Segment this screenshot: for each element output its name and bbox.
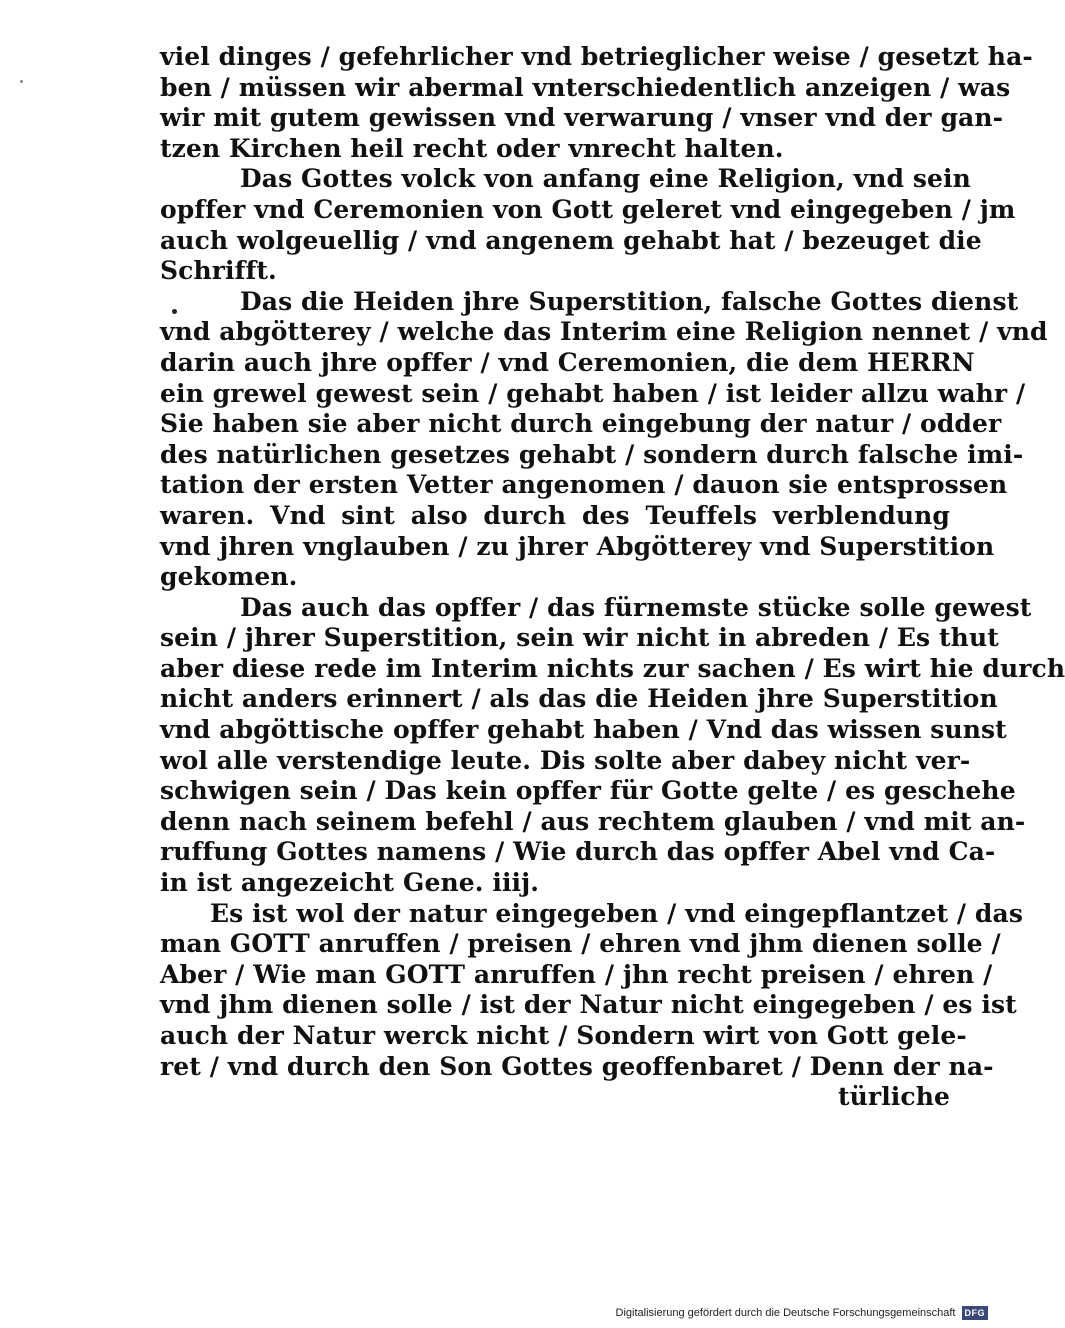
text-line: auch der Natur werck nicht / Sondern wirt von Gott gele- (160, 1021, 967, 1050)
paragraph-start-line: Das Gottes volck von anfang eine Religion, vnd sein (240, 164, 971, 194)
catchword: türliche (838, 1082, 950, 1112)
text-line: gekomen. (160, 562, 298, 592)
text-line: auch wolgeuellig / vnd angenem gehabt hat / bezeuget die (160, 225, 982, 255)
text-line: ruffung Gottes namens / Wie durch das opffer Abel vnd Ca- (160, 837, 996, 867)
text-line: darin auch jhre opffer / vnd Ceremonien, die dem HERRN (160, 347, 975, 377)
text-line: in ist angezeicht Gene. iiij. (160, 868, 540, 898)
dfg-logo-icon: DFG (962, 1306, 989, 1320)
text-line: des natürlichen gesetzes gehabt / sondern durch falsche imi- (160, 439, 1024, 469)
body-text (160, 42, 1065, 1113)
digitization-footer (616, 1304, 988, 1322)
text-line: nicht anders erinnert / als das die Heiden jhre Superstition (160, 684, 998, 714)
funding-credit: Digitalisierung gefördert durch die Deutsche Forschungsgemeinschaft (615, 1307, 956, 1319)
text-line: tzen Kirchen heil recht oder vnrecht halten. (160, 133, 784, 163)
text-line: ben / müssen wir abermal vnterschiedentlich anzeigen / was (160, 72, 1011, 102)
text-line: vnd jhm dienen solle / ist der Natur nicht eingegeben / es ist (160, 990, 1017, 1020)
margin-speck (20, 80, 23, 83)
text-line: schwigen sein / Das kein opffer für Gotte gelte / es geschehe (160, 776, 1016, 806)
text-line: opffer vnd Ceremonien von Gott geleret vnd eingegeben / jm (160, 194, 1016, 224)
text-line: man GOTT anruffen / preisen / ehren vnd jhm dienen solle / (160, 929, 1001, 959)
text-line: ein grewel gewest sein / gehabt haben / ist leider allzu wahr / (160, 378, 1026, 408)
text-line: sein / jhrer Superstition, sein wir nicht in abreden / Es thut (160, 623, 999, 653)
text-line: ret / vnd durch den Son Gottes geoffenbaret / Denn der na- (160, 1051, 994, 1081)
text-line: Aber / Wie man GOTT anruffen / jhn recht preisen / ehren / (160, 959, 993, 989)
paragraph-start-line: Es ist wol der natur eingegeben / vnd eingepflantzet / das (210, 898, 1023, 928)
paragraph-start-line: Das die Heiden jhre Superstition, falsche Gottes dienst (240, 286, 1019, 316)
text-line: waren. Vnd sint also durch des Teuffels verblendung (160, 500, 950, 530)
text-line: wol alle verstendige leute. Dis solte aber dabey nicht ver- (160, 745, 971, 775)
text-line: aber diese rede im Interim nichts zur sachen / Es wirt hie durch (160, 653, 1065, 683)
paragraph-start-line: Das auch das opffer / das fürnemste stücke solle gewest (240, 592, 1032, 622)
text-line: vnd abgöttische opffer gehabt haben / Vnd das wissen sunst (160, 715, 1007, 745)
text-line: denn nach seinem befehl / aus rechtem glauben / vnd mit an- (160, 806, 1026, 836)
text-line: vnd jhren vnglauben / zu jhrer Abgötterey vnd Superstition (160, 531, 995, 561)
text-line: vnd abgötterey / welche das Interim eine Religion nennet / vnd (160, 317, 1048, 347)
text-line: Schrifft. (160, 256, 277, 286)
text-line: tation der ersten Vetter angenomen / dauon sie entsprossen (160, 470, 1008, 500)
text-line: wir mit gutem gewissen vnd verwarung / vnser vnd der gan- (160, 103, 1004, 133)
text-line: Sie haben sie aber nicht durch eingebung der natur / odder (160, 409, 1002, 439)
text-line: viel dinges / gefehrlicher vnd betrieglicher weise / gesetzt ha- (160, 42, 1033, 71)
